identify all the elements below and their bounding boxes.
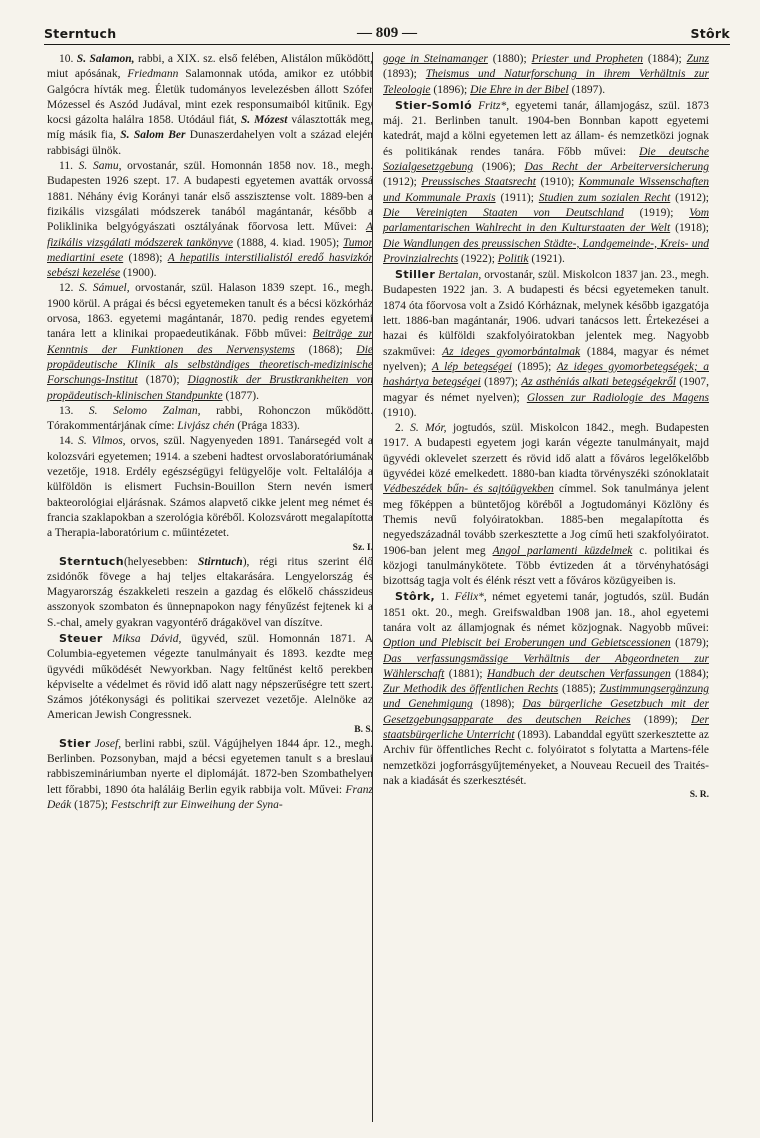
emphasized-text: goge in Steinamanger xyxy=(383,53,488,65)
emphasized-text: S. Selomo Zalman, xyxy=(88,404,201,417)
emphasized-text: Stirntuch xyxy=(197,555,243,568)
body-text: (1907, magyar és német nyelven); xyxy=(383,376,709,404)
emphasized-text: Zunz xyxy=(686,53,709,65)
body-text: (1898); xyxy=(472,698,523,711)
emphasized-text: Die propädeutische Klinik als selbständiges theoretisch-medizinische Forschungs-Institut xyxy=(47,343,374,387)
entry-paragraph xyxy=(383,52,709,98)
emphasized-text: Miksa Dávid, xyxy=(112,632,182,645)
body-text: (1906); xyxy=(473,161,525,174)
body-text: (1881); xyxy=(444,667,487,680)
body-text: Salamonnak utóda, amikor ez utóbbit Galgócra hívták meg. Életük tudományos levelezésben állott Szófer Mózessel és Aszód Judával, mint ezek responsumaiból kitűnik. Egy kocsi gázolta halálra 1858. Utódául fiát, xyxy=(47,68,374,127)
entry-headword: Sterntuch xyxy=(59,554,124,568)
entry-paragraph xyxy=(383,589,709,801)
emphasized-text: Az ideges gyomorbántalmak xyxy=(442,345,581,358)
entry-headword: Stôrk, xyxy=(395,590,436,604)
body-text: (1910). xyxy=(383,406,417,419)
entry-paragraph xyxy=(47,52,373,159)
right-column xyxy=(383,52,709,801)
emphasized-text: Védbeszédek bűn- és sajtóügyekben xyxy=(383,483,554,496)
page-header xyxy=(44,22,730,45)
body-text: (1900). xyxy=(120,267,157,280)
entry-paragraph xyxy=(47,434,373,553)
emphasized-text: Az asthéniás alkati betegségekről xyxy=(521,376,677,389)
body-text: rabbi, a XIX. sz. első felében, Alistálon működött, miut apósának, xyxy=(47,53,374,81)
emphasized-text: S. Mór, xyxy=(410,422,447,435)
emphasized-text: Der staatsbürgerliche Unterricht xyxy=(383,713,709,742)
emphasized-text: Diagnostik der Brustkrankheiten von propädeutisch-klinischen Standpunkte xyxy=(47,374,374,402)
body-text: 10. xyxy=(59,53,77,65)
emphasized-text: Friedmann xyxy=(127,68,179,81)
body-text: (1884); xyxy=(670,667,709,680)
author-signature: S. R. xyxy=(689,790,709,801)
emphasized-text: Tumor mediartini esete xyxy=(47,236,373,264)
emphasized-text: Kommunale Wissenschaften und Kommunale Praxis xyxy=(383,176,709,204)
emphasized-text: Handbuch der deutschen Verfassungen xyxy=(486,667,671,680)
body-text: (1899); xyxy=(630,713,692,726)
emphasized-text: Fritz*, xyxy=(478,99,510,112)
emphasized-text: Zustimmungsergänzung und Genehmigung xyxy=(383,683,710,711)
body-text: (1912); xyxy=(383,176,422,189)
emphasized-text: Beiträge zur Kenntnis der Funktionen des Nervensystems xyxy=(47,328,373,356)
body-text: (1919); xyxy=(623,206,690,219)
emphasized-text: Das verfassungsmässige Verhältnis der Abgeordneten zur Wählerschaft xyxy=(383,652,709,680)
body-text: ügyvéd, szül. Homonnán 1871. A Columbia-egyetemen végezte tanulmányait és 1893. kezdte meg ügyvédi működését Newyorkban. Nagy feltűnést keltő perekben képviselte a védelmet és rövid idő alatt nagy népszerűségre tett szert. Számos jótékonysági és politikai szervezet vezetője. Alelnöke az American Jewish Congressnek. xyxy=(47,632,373,722)
body-text: (1870); xyxy=(137,374,188,387)
entry-headword: Stier xyxy=(59,736,91,750)
body-text: (1868); xyxy=(294,343,357,356)
body-text xyxy=(103,633,113,645)
emphasized-text: Die Vereinigten Staaten von Deutschland xyxy=(383,206,624,219)
body-text: 12. xyxy=(59,282,79,295)
emphasized-text: Das bürgerliche Gesetzbuch mit der Gesetzgebungsapparate des deutschen Reiches xyxy=(383,698,710,726)
emphasized-text: A fizikális vizsgálati módszerek tankönyve xyxy=(47,221,373,249)
body-text: orvostanár, szül. Miskolcon 1837 jan. 23., megh. Budapesten 1922 jan. 3. A budapesti és bécsi egyetemeken tanult. 1874 óta főorvosa volt a Zsidó Kórháznak, melynek később igazgatója lett. 1886-ban magántanár, 1906. udvari tanácsos lett. Értekezései a hazai és külföldi szakfolyóiratokban jelentek meg. Nagyobb szakművei: xyxy=(383,269,710,358)
body-text: 2. xyxy=(395,422,411,435)
body-text: (1895); xyxy=(512,360,557,373)
body-text: egyetemi tanár, államjogász, szül. 1873 máj. 21. Berlinben tanult. 1904-ben Bonnban kapott egyetemi katedrát, majd a kölni egyetemen lett az állam- és nemzetközi jognak és politikának rendes tanára. Főbb művei: xyxy=(383,99,709,158)
entry-headword: Steuer xyxy=(59,631,103,645)
emphasized-text: Studien zum sozialen Recht xyxy=(538,191,671,204)
emphasized-text: Die Ehre in der Bibel xyxy=(470,83,569,96)
body-text: (1897). xyxy=(568,83,606,96)
entry-paragraph xyxy=(383,98,709,267)
body-text: (1877). xyxy=(222,389,259,402)
header-right-keyword: Stôrk xyxy=(690,26,730,41)
emphasized-text: Bertalan, xyxy=(438,269,482,282)
body-text: 14. xyxy=(59,435,79,448)
emphasized-text: Zur Methodik des öffentlichen Rechts xyxy=(383,683,559,696)
body-text: orvostanár, szül. Halason 1839 szept. 16., megh. 1900 körül. A prágai és bécsi egyetemeken tanult és a bécsi közkórház orvosa, 1863. egyetemi magántanár, 1870. pedig rendes egyetemi tanára lett a klinikai propaedeutikának. Főbb művei: xyxy=(47,282,374,341)
emphasized-text: S. Samu, xyxy=(78,160,122,173)
body-text: berlini rabbi, szül. Vágújhelyen 1844 ápr. 12., megh. Berlinben. Pozsonyban, majd a bécsi egyetemen tanult s a breslaui rabbiszemináriumban nyerte el diplomáját. 1872-ben Szombathelyen lett főrabbi, 1890 óta haláláig Berlin egyik rabbija volt. Művei: xyxy=(47,737,373,796)
body-text: Dunaszerdahelyen volt a század elején rabbisági ülnök. xyxy=(47,129,373,157)
body-text: (1875); xyxy=(71,798,111,811)
body-text: ), régi ritus szerint élő zsidónők fövege a haj teljes eltakarására. Lengyelország és Magyarország északkeleti reszein a gazdag és előkelő chásszideus asszonyok szombaton és ünnepnapokon nagy fényűzést fejtenek ki a S.-chal, amely gyakran vagyontérő drágakövel van díszítve. xyxy=(47,555,373,629)
body-text: orvos, szül. Nagyenyeden 1891. Tanársegéd volt a kolozsvári egyetemen; 1914. a szebeni hadtest orvoslaboratóriumának vezetője, 1918. Erdély egészségügyi felügyelője volt. Feltalálója a külföldön is elismert Fuchsin-Bouillon Stern nevén ismert bakteorológiai eljárásnak. Számos alapvető cikke jelent meg német és francia szaklapokban a szerológia köréből. Kolozsvárott megalapította a Therapia-laboratórium c. műintézetet. xyxy=(47,435,373,540)
entry-paragraph xyxy=(383,267,709,421)
emphasized-text: Félix*, xyxy=(454,591,487,604)
body-text: (Prága 1833). xyxy=(234,420,300,433)
emphasized-text: Preussisches Staatsrecht xyxy=(421,176,537,189)
body-text: (1896); xyxy=(430,83,471,96)
entry-paragraph xyxy=(47,554,373,631)
emphasized-text: Die deutsche Sozialgesetzgebung xyxy=(383,145,709,174)
body-text: (1893). Labanddal együtt szerkesztette az Archiv für öffentliches Recht c. folyóiratot s folytatta a Martens-féle nemzetközi jogforrásgyűjteményeket, a Nouveau Recueil des Traités-nak a kiadását és szerkesztését. xyxy=(383,729,709,787)
emphasized-text: Vom parlamentarischen Wahlrecht in den Kulturstaaten der Welt xyxy=(383,206,709,235)
emphasized-text: S. Vilmos, xyxy=(78,435,126,448)
header-left-keyword: Sterntuch xyxy=(44,26,117,41)
entry-paragraph xyxy=(47,281,373,403)
entry-headword: Stier-Somló xyxy=(395,98,473,112)
emphasized-text: Politik xyxy=(497,252,529,265)
body-text: (1893); xyxy=(383,68,426,81)
body-text: (1879); xyxy=(670,637,709,650)
author-signature: Sz. I. xyxy=(352,542,373,553)
author-signature: B. S. xyxy=(354,724,373,735)
body-text: (1910); xyxy=(536,176,579,189)
body-text: (1922); xyxy=(458,252,498,265)
left-column xyxy=(47,52,373,813)
entry-paragraph xyxy=(47,631,373,736)
body-text: 1. xyxy=(435,591,455,604)
body-text: (1918); xyxy=(670,222,709,235)
emphasized-text: Festschrift zur Einweihung der Syna- xyxy=(110,798,283,811)
emphasized-text: Die Wandlungen des preussischen Städte-, Landgemeinde-, Kreis- und Provinzialrechts xyxy=(383,237,709,265)
body-text: 11. xyxy=(59,160,79,173)
body-text: jogtudós, szül. Miskolcon 1842., megh. Budapesten 1917. A budapesti egyetem jogi karán végezte tanulmányait, majd ügyvédi oklevelet szerzett és rövid idő alatt a főváros legelőkelőbb ügyvédei közé emelkedett. 1880-ban kiadta törvényszéki szónoklatait xyxy=(383,422,710,481)
body-text: orvostanár, szül. Homonnán 1858 nov. 18., megh. Budapesten 1926 szept. 17. A budapesti egyetemen avatták orvossá 1881. Néhány évig Korányi tanár első asszisztense volt. 1889-ben a fizikális vizsgálati módszerek tanából magántanár, később a Poliklinika belgyógyászati osztályának főorvosa lett. Művei: xyxy=(47,160,373,234)
body-text: címmel. Sok tanulmánya jelent meg főképpen a büntetőjog köréből a Jogtudományi Közlöny és Themis nevű folyóiratokban. 1885-ben megalapította és negyedszázadnál tovább szerkesztette a Jog című heti szakfolyóiratot. 1906-ban jelent meg xyxy=(383,483,709,557)
emphasized-text: A lép betegségei xyxy=(431,360,513,373)
body-text: (1897); xyxy=(480,376,522,389)
body-text: (helyesebben: xyxy=(123,555,198,568)
emphasized-text: Option und Plebiscit bei Eroberungen und Gebietscessionen xyxy=(383,637,671,650)
body-text: (1911); xyxy=(495,191,539,204)
emphasized-text: Das Recht der Arbeiterversicherung xyxy=(524,161,709,174)
emphasized-text: A hepatilis interstilialistól eredő hasvizkór sebészi kezelése xyxy=(47,251,373,280)
body-text: (1921). xyxy=(528,252,565,265)
body-text: választották meg, míg másik fia, xyxy=(47,114,373,142)
entry-paragraph xyxy=(47,404,373,435)
emphasized-text: Angol parlamenti küzdelmek xyxy=(492,544,633,557)
body-text: (1888, 4. kiad. 1905); xyxy=(232,236,343,249)
column-divider xyxy=(372,52,373,1122)
body-text: (1898); xyxy=(123,251,168,264)
body-text: (1880); xyxy=(487,53,532,65)
emphasized-text: Glossen zur Radiologie des Magens xyxy=(526,391,709,404)
emphasized-text: Josef, xyxy=(94,737,122,750)
emphasized-text: Az ideges gyomorbetegségek; a hashártya betegségei xyxy=(383,360,709,389)
entry-paragraph xyxy=(47,736,373,813)
body-text: (1912); xyxy=(670,191,709,204)
emphasized-text: S. Mózest xyxy=(240,114,288,127)
emphasized-text: S. Salamon, xyxy=(76,53,135,65)
body-text: német egyetemi tanár, jogtudós, szül. Budán 1851 okt. 20., megh. Greifswaldban 1908 jan. 18., ahol egyetemi tanára volt az államjognak és német közjognak. Nagyobb művei: xyxy=(383,591,709,634)
emphasized-text: S. Salom Ber xyxy=(120,129,186,142)
emphasized-text: Priester und Propheten xyxy=(531,53,644,65)
emphasized-text: S. Sámuel, xyxy=(78,282,130,295)
body-text: (1884); xyxy=(643,53,687,65)
emphasized-text: Theismus und Naturforschung in ihrem Verhältnis zur Teleologie xyxy=(383,68,709,96)
page-number: — 809 — xyxy=(357,25,417,41)
body-text: (1885); xyxy=(558,683,600,696)
entry-headword: Stiller xyxy=(395,268,436,282)
entry-paragraph xyxy=(47,159,373,281)
emphasized-text: Franz Deák xyxy=(47,783,373,811)
entry-paragraph xyxy=(383,421,709,589)
body-text: rabbi, Rohonczon működött. Tórakommentárjának címe: xyxy=(47,404,373,433)
body-text: c. politikai és közjogi tanulmánykötete. Több évtizeden át a törvényhatósági bizottság tagja volt és élénk részt vett a főváros közügyeiben is. xyxy=(383,544,709,588)
body-text: 13. xyxy=(59,404,89,417)
body-text: (1884, magyar és német nyelven); xyxy=(383,345,709,373)
emphasized-text: Livjász chén xyxy=(177,420,235,433)
